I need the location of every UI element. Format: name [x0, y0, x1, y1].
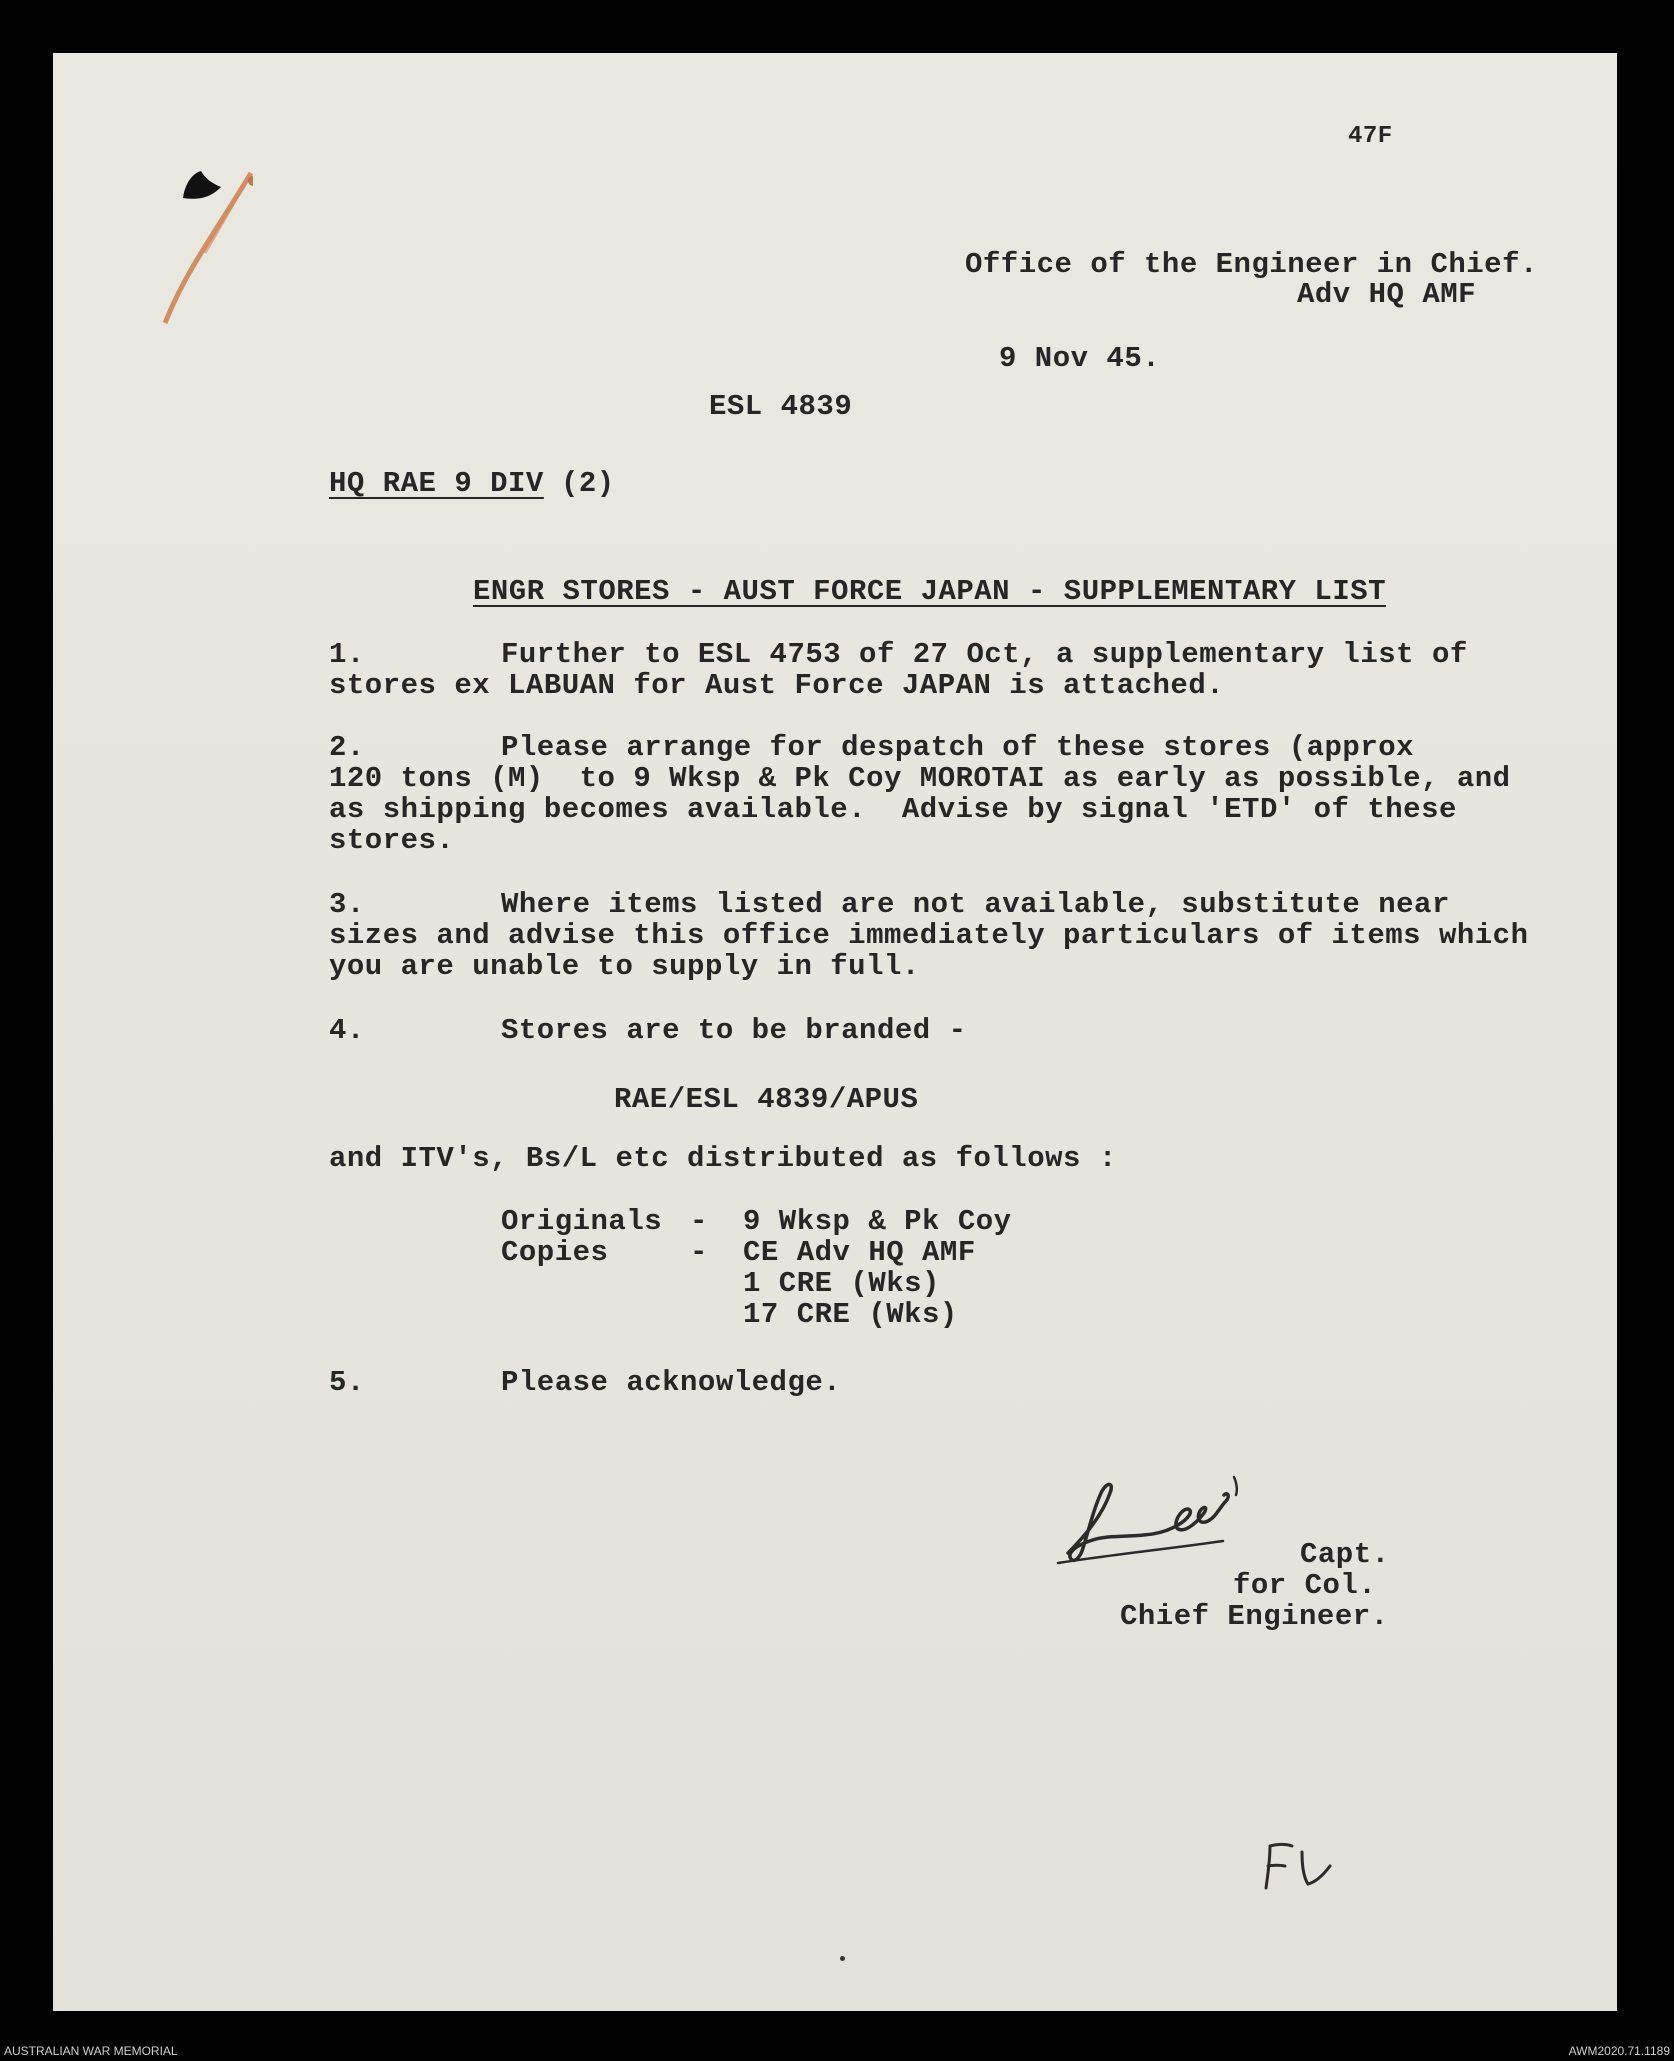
para-5-number: 5. — [329, 1366, 365, 1399]
distribution-recipient: CE Adv HQ AMF — [743, 1236, 976, 1269]
ink-dot — [840, 1956, 845, 1961]
para-4-number: 4. — [329, 1014, 365, 1047]
signature-title: Chief Engineer. — [1120, 1600, 1389, 1633]
para-2-line-2: 120 tons (M) to 9 Wksp & Pk Coy MOROTAI as early as possible, and — [329, 762, 1511, 795]
para-4-line-1: Stores are to be branded - — [501, 1014, 967, 1047]
para-5-text: Please acknowledge. — [501, 1366, 842, 1399]
handwritten-signature — [1048, 1463, 1248, 1573]
document-page — [53, 53, 1617, 2011]
para-3-line-2: sizes and advise this office immediately particulars of items which — [329, 919, 1529, 952]
archive-footer-left: AUSTRALIAN WAR MEMORIAL — [4, 2044, 178, 2058]
document-reference: ESL 4839 — [709, 390, 853, 423]
distribution-recipient: 9 Wksp & Pk Coy — [743, 1205, 1012, 1238]
addressee: HQ RAE 9 DIV — [329, 467, 544, 500]
distribution-label: Originals — [501, 1205, 663, 1238]
para-1-line-1: Further to ESL 4753 of 27 Oct, a supplementary list of — [501, 638, 1468, 671]
signature-rank: Capt. — [1300, 1538, 1390, 1571]
office-line-2: Adv HQ AMF — [1297, 278, 1477, 311]
para-3-line-1: Where items listed are not available, substitute near — [501, 888, 1450, 921]
addressee-copies: (2) — [561, 467, 615, 500]
para-3-number: 3. — [329, 888, 365, 921]
document-date: 9 Nov 45. — [999, 342, 1161, 375]
distribution-recipient: 1 CRE (Wks) — [743, 1267, 940, 1300]
para-2-line-4: stores. — [329, 824, 455, 857]
distribution-dash: - — [690, 1236, 708, 1269]
office-line-1: Office of the Engineer in Chief. — [965, 248, 1538, 281]
distribution-intro: and ITV's, Bs/L etc distributed as follows : — [329, 1142, 1117, 1175]
distribution-recipient: 17 CRE (Wks) — [743, 1298, 958, 1331]
distribution-label: Copies — [501, 1236, 609, 1269]
para-2-line-3: as shipping becomes available. Advise by signal 'ETD' of these — [329, 793, 1457, 826]
para-2-number: 2. — [329, 731, 365, 764]
para-2-line-1: Please arrange for despatch of these stores (approx — [501, 731, 1415, 764]
brand-marking: RAE/ESL 4839/APUS — [614, 1083, 919, 1116]
handwritten-initials — [1258, 1838, 1348, 1898]
para-1-number: 1. — [329, 638, 365, 671]
rust-stain-mark — [113, 113, 253, 333]
subject-heading: ENGR STORES - AUST FORCE JAPAN - SUPPLEMENTARY LIST — [473, 575, 1387, 608]
staple-hole — [173, 163, 233, 213]
para-3-line-3: you are unable to supply in full. — [329, 950, 920, 983]
page-number: 47F — [1348, 123, 1393, 150]
para-1-line-2: stores ex LABUAN for Aust Force JAPAN is attached. — [329, 669, 1225, 702]
archive-footer-right: AWM2020.71.1189 — [1568, 2044, 1670, 2058]
signature-for: for Col. — [1233, 1569, 1377, 1602]
distribution-dash: - — [690, 1205, 708, 1238]
